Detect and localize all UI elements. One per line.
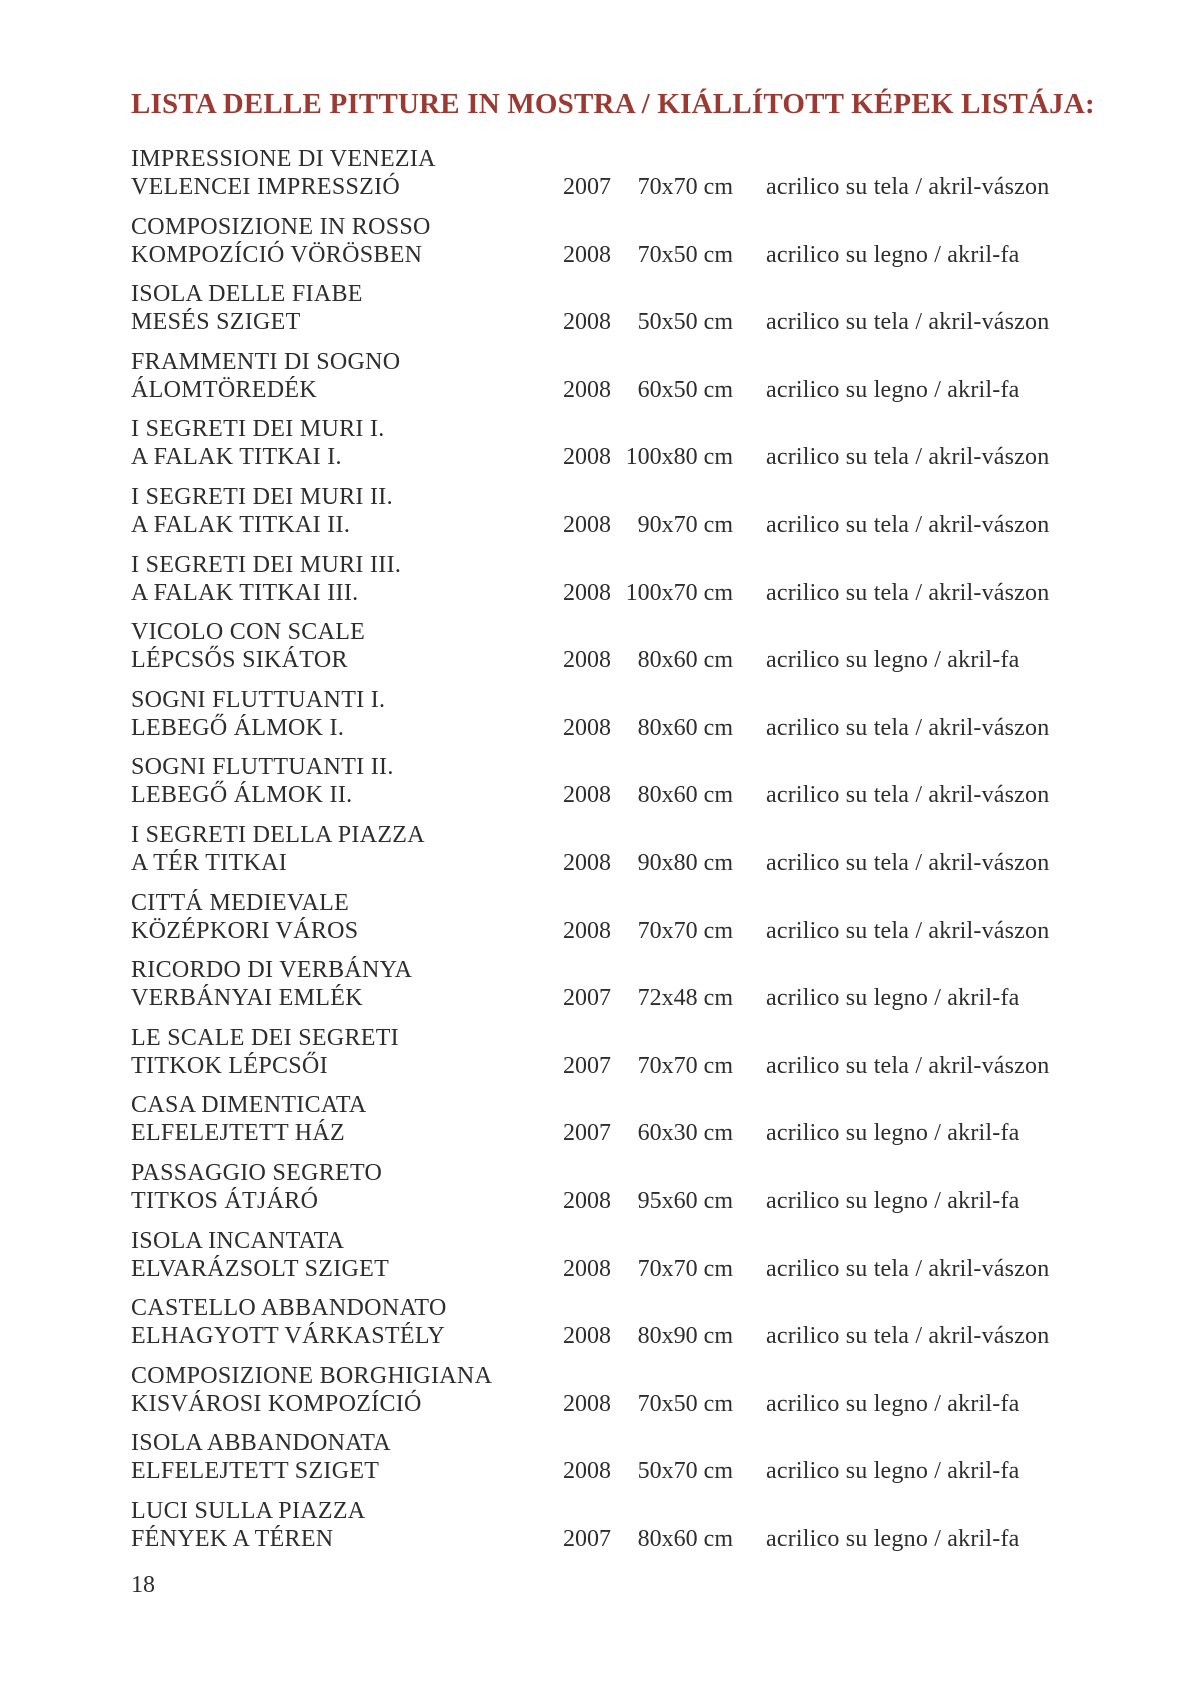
painting-medium: acrilico su legno / akril-fa — [766, 985, 1020, 1012]
painting-title-italian: LUCI SULLA PIAZZA — [131, 1497, 366, 1524]
painting-title-italian: COMPOSIZIONE IN ROSSO — [131, 213, 431, 240]
painting-medium: acrilico su tela / akril-vászon — [766, 174, 1050, 200]
painting-entry — [131, 1025, 1131, 1093]
painting-entry — [131, 890, 1131, 958]
painting-size: 80x60 cm — [637, 714, 733, 741]
painting-title-italian: CASA DIMENTICATA — [131, 1092, 367, 1119]
painting-title-hungarian: ELVARÁZSOLT SZIGET — [131, 1255, 390, 1282]
painting-entry — [131, 416, 1131, 484]
painting-medium: acrilico su tela / akril-vászon — [766, 1255, 1050, 1282]
painting-year: 2008 — [563, 376, 611, 403]
painting-size: 100x80 cm — [625, 444, 733, 471]
painting-entry — [131, 1160, 1131, 1228]
painting-title-hungarian: TITKOS ÁTJÁRÓ — [131, 1187, 319, 1214]
painting-title-hungarian: KISVÁROSI KOMPOZÍCIÓ — [131, 1390, 422, 1417]
painting-size: 60x30 cm — [637, 1120, 733, 1147]
painting-medium: acrilico su legno / akril-fa — [766, 1120, 1020, 1147]
painting-year: 2008 — [563, 1458, 611, 1485]
painting-title-italian: IMPRESSIONE DI VENEZIA — [131, 146, 436, 172]
painting-year: 2008 — [563, 1187, 611, 1214]
painting-medium: acrilico su legno / akril-fa — [766, 1187, 1020, 1214]
painting-medium: acrilico su tela / akril-vászon — [766, 917, 1050, 944]
painting-title-hungarian: VERBÁNYAI EMLÉK — [131, 985, 363, 1012]
painting-year: 2008 — [563, 849, 611, 876]
painting-year: 2007 — [563, 1052, 611, 1079]
painting-size: 90x80 cm — [637, 849, 733, 876]
painting-year: 2008 — [563, 444, 611, 471]
painting-entry — [131, 552, 1131, 620]
painting-year: 2008 — [563, 579, 611, 606]
painting-title-hungarian: LÉPCSŐS SIKÁTOR — [131, 647, 348, 674]
painting-title-hungarian: KÖZÉPKORI VÁROS — [131, 917, 359, 944]
painting-title-italian: CASTELLO ABBANDONATO — [131, 1295, 447, 1322]
painting-size: 90x70 cm — [637, 511, 733, 538]
painting-year: 2008 — [563, 1323, 611, 1350]
painting-entry — [131, 619, 1131, 687]
painting-size: 70x50 cm — [637, 1390, 733, 1417]
painting-size: 60x50 cm — [637, 376, 733, 403]
painting-entry — [131, 822, 1131, 890]
painting-size: 70x70 cm — [637, 1255, 733, 1282]
painting-medium: acrilico su tela / akril-vászon — [766, 849, 1050, 876]
painting-entry — [131, 1228, 1131, 1296]
painting-entry — [131, 1295, 1131, 1363]
painting-size: 80x90 cm — [637, 1323, 733, 1350]
painting-title-hungarian: VELENCEI IMPRESSZIÓ — [131, 174, 401, 200]
painting-size: 80x60 cm — [637, 782, 733, 809]
painting-entry — [131, 754, 1131, 822]
painting-medium: acrilico su legno / akril-fa — [766, 647, 1020, 674]
painting-title-italian: RICORDO DI VERBÁNYA — [131, 957, 413, 984]
painting-title-hungarian: MESÉS SZIGET — [131, 309, 301, 336]
painting-entry — [131, 1430, 1131, 1498]
painting-year: 2008 — [563, 1390, 611, 1417]
painting-year: 2007 — [563, 174, 611, 200]
painting-title-hungarian: TITKOK LÉPCSŐI — [131, 1052, 328, 1079]
painting-medium: acrilico su legno / akril-fa — [766, 241, 1020, 268]
painting-entry — [131, 281, 1131, 349]
painting-entry — [131, 349, 1131, 417]
painting-medium: acrilico su legno / akril-fa — [766, 1390, 1020, 1417]
painting-size: 50x70 cm — [637, 1458, 733, 1485]
painting-title-italian: VICOLO CON SCALE — [131, 619, 366, 646]
painting-entry — [131, 1363, 1131, 1431]
painting-size: 70x70 cm — [637, 174, 733, 200]
painting-year: 2008 — [563, 241, 611, 268]
painting-size: 70x70 cm — [637, 917, 733, 944]
painting-title-hungarian: A FALAK TITKAI II. — [131, 511, 351, 538]
painting-size: 72x48 cm — [637, 985, 733, 1012]
painting-year: 2008 — [563, 647, 611, 674]
painting-title-italian: FRAMMENTI DI SOGNO — [131, 348, 401, 375]
painting-title-italian: SOGNI FLUTTUANTI II. — [131, 754, 394, 781]
painting-title-hungarian: A TÉR TITKAI — [131, 849, 288, 876]
painting-year: 2008 — [563, 1255, 611, 1282]
painting-title-italian: I SEGRETI DEI MURI III. — [131, 551, 402, 578]
painting-size: 95x60 cm — [637, 1187, 733, 1214]
page-number: 18 — [131, 1572, 155, 1598]
painting-title-hungarian: KOMPOZÍCIÓ VÖRÖSBEN — [131, 241, 423, 268]
painting-size: 50x50 cm — [637, 309, 733, 336]
painting-title-italian: CITTÁ MEDIEVALE — [131, 889, 350, 916]
painting-title-italian: I SEGRETI DEI MURI I. — [131, 416, 385, 443]
painting-entry — [131, 484, 1131, 552]
painting-title-italian: LE SCALE DEI SEGRETI — [131, 1024, 399, 1051]
painting-size: 100x70 cm — [625, 579, 733, 606]
painting-title-italian: PASSAGGIO SEGRETO — [131, 1159, 383, 1186]
painting-title-hungarian: ÁLOMTÖREDÉK — [131, 376, 317, 403]
painting-medium: acrilico su legno / akril-fa — [766, 1458, 1020, 1485]
painting-title-hungarian: A FALAK TITKAI III. — [131, 579, 359, 606]
painting-medium: acrilico su tela / akril-vászon — [766, 1323, 1050, 1350]
painting-title-hungarian: ELFELEJTETT HÁZ — [131, 1120, 346, 1147]
painting-size: 70x50 cm — [637, 241, 733, 268]
page-heading: LISTA DELLE PITTURE IN MOSTRA / KIÁLLÍTOTT KÉPEK LISTÁJA: — [131, 88, 1095, 120]
painting-year: 2008 — [563, 917, 611, 944]
painting-entry — [131, 687, 1131, 755]
painting-medium: acrilico su tela / akril-vászon — [766, 309, 1050, 336]
painting-entry — [131, 957, 1131, 1025]
painting-title-hungarian: ELFELEJTETT SZIGET — [131, 1458, 380, 1485]
painting-year: 2008 — [563, 511, 611, 538]
painting-year: 2008 — [563, 782, 611, 809]
painting-medium: acrilico su tela / akril-vászon — [766, 444, 1050, 471]
painting-year: 2008 — [563, 714, 611, 741]
painting-entry — [131, 1092, 1131, 1160]
painting-medium: acrilico su tela / akril-vászon — [766, 1052, 1050, 1079]
painting-title-hungarian: LEBEGŐ ÁLMOK I. — [131, 714, 345, 741]
painting-title-italian: ISOLA ABBANDONATA — [131, 1430, 391, 1457]
painting-title-italian: SOGNI FLUTTUANTI I. — [131, 686, 386, 713]
painting-title-italian: I SEGRETI DEI MURI II. — [131, 483, 393, 510]
painting-entry — [131, 1498, 1131, 1566]
painting-title-italian: COMPOSIZIONE BORGHIGIANA — [131, 1362, 493, 1389]
painting-title-hungarian: LEBEGŐ ÁLMOK II. — [131, 782, 353, 809]
painting-medium: acrilico su tela / akril-vászon — [766, 782, 1050, 809]
painting-medium: acrilico su legno / akril-fa — [766, 1525, 1020, 1552]
painting-medium: acrilico su tela / akril-vászon — [766, 579, 1050, 606]
painting-size: 80x60 cm — [637, 647, 733, 674]
painting-size: 70x70 cm — [637, 1052, 733, 1079]
painting-list — [131, 146, 1131, 1565]
painting-title-italian: ISOLA INCANTATA — [131, 1227, 345, 1254]
painting-medium: acrilico su legno / akril-fa — [766, 376, 1020, 403]
painting-title-hungarian: A FALAK TITKAI I. — [131, 444, 342, 471]
painting-year: 2008 — [563, 309, 611, 336]
painting-entry — [131, 214, 1131, 282]
painting-year: 2007 — [563, 1120, 611, 1147]
painting-year: 2007 — [563, 1525, 611, 1552]
painting-year: 2007 — [563, 985, 611, 1012]
painting-medium: acrilico su tela / akril-vászon — [766, 511, 1050, 538]
painting-entry — [131, 146, 1131, 214]
painting-title-hungarian: FÉNYEK A TÉREN — [131, 1525, 334, 1552]
painting-title-italian: ISOLA DELLE FIABE — [131, 281, 363, 308]
painting-title-hungarian: ELHAGYOTT VÁRKASTÉLY — [131, 1323, 446, 1350]
painting-title-italian: I SEGRETI DELLA PIAZZA — [131, 821, 425, 848]
painting-size: 80x60 cm — [637, 1525, 733, 1552]
painting-medium: acrilico su tela / akril-vászon — [766, 714, 1050, 741]
